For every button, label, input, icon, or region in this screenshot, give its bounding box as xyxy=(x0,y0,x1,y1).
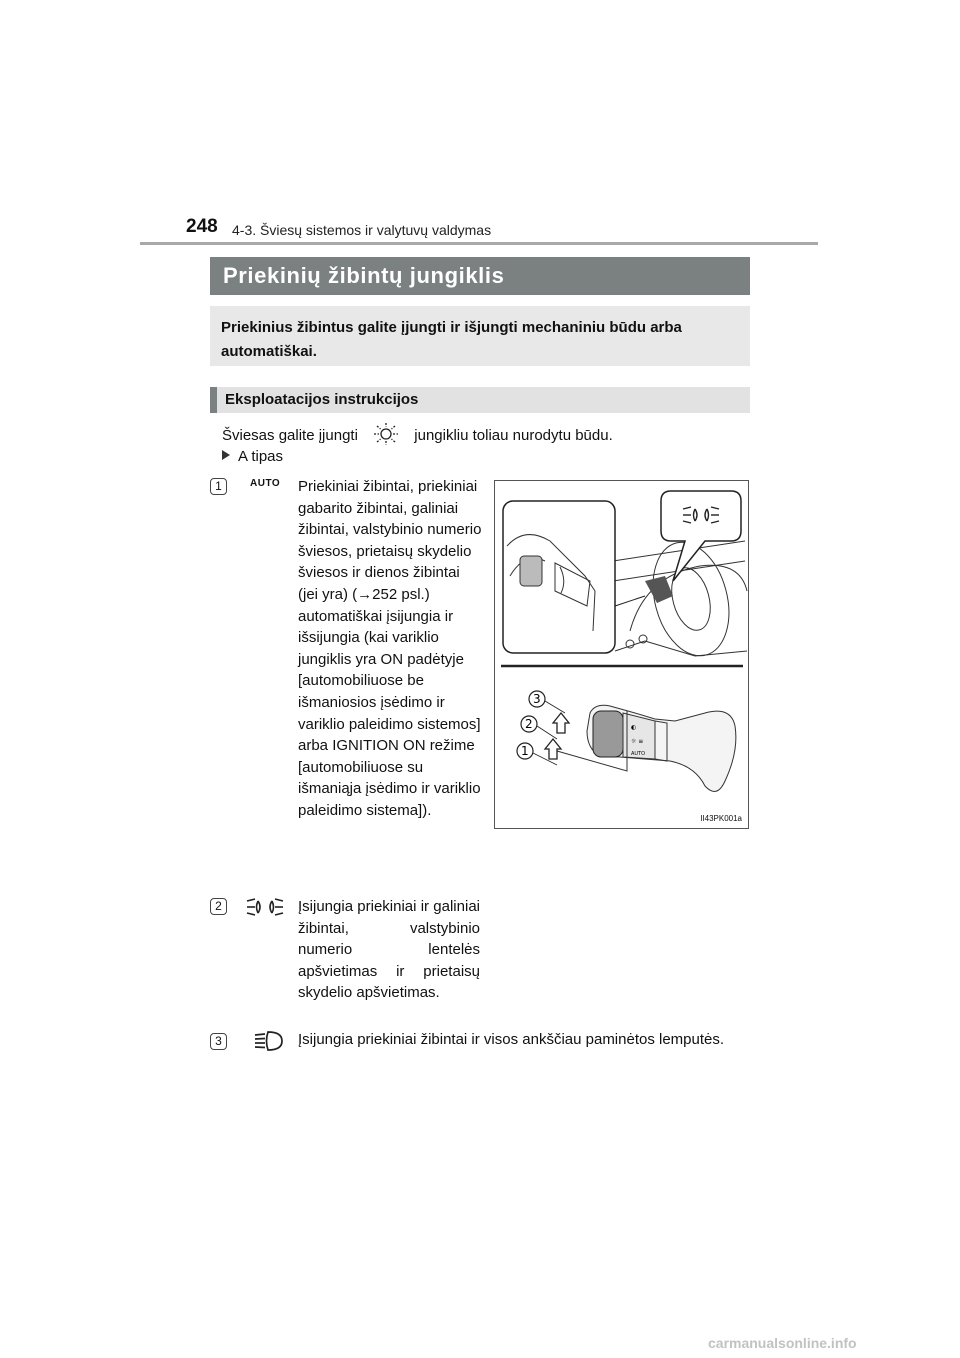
item-2-text: Įsijungia priekiniai ir galiniai žibintai, valstybinio numerio lentelės apšvietimas ir prietaisų skydelio apšvietimas. xyxy=(298,898,480,1002)
parking-lights-icon xyxy=(246,897,284,922)
type-label: A tipas xyxy=(238,448,284,465)
item-number-3: 3 xyxy=(210,1033,227,1050)
intro-text: Priekinius žibintus galite įjungti ir išjungti mechaniniu būdu arba automatiškai. xyxy=(221,319,682,360)
section-title: Eksploatacijos instrukcijos xyxy=(225,391,419,408)
type-heading xyxy=(222,448,283,465)
arrow-3-icon xyxy=(553,713,569,733)
callout-1-label: 1 xyxy=(521,744,529,758)
lead-before: Šviesas galite įjungti xyxy=(222,426,358,444)
item-number-2: 2 xyxy=(210,898,227,915)
intro-box xyxy=(210,306,750,366)
light-switch-sun-icon xyxy=(362,422,410,450)
header-rule xyxy=(140,242,818,245)
stalk-mark-2: ☼ ≡ xyxy=(631,738,644,745)
running-header: 4-3. Šviesų sistemos ir valytuvų valdymas xyxy=(232,222,492,238)
page-title: Priekinių žibintų jungiklis xyxy=(223,263,505,288)
stalk-mark-auto: AUTO xyxy=(631,751,646,757)
callout-2-label: 2 xyxy=(525,717,533,731)
lead-sentence xyxy=(222,422,613,450)
headlight-switch-figure xyxy=(494,480,749,829)
page-number: 248 xyxy=(186,216,218,237)
arrow-2-icon xyxy=(545,739,561,759)
item-number-1: 1 xyxy=(210,478,227,495)
triangle-bullet-icon xyxy=(222,450,230,460)
callout-3-label: 3 xyxy=(533,692,541,706)
item-1-text: Priekiniai žibintai, priekiniai gabarito žibintai, galiniai žibintai, valstybinio numerio šviesos, prietaisų skydelio šviesos ir dienos žibintai (jei yra) (→252 psl.) automatiškai įsijungia ir išsijungia (kai variklio jungiklis yra ON padėtyje [automobiliuose be išmaniosios įsėdimo ir variklio paleidimo sistemos] arba IGNITION ON režime [automobiliuose su išmaniąja įsėdimo ir variklio paleidimo sistema]). xyxy=(298,478,482,819)
stalk-highlight xyxy=(645,576,673,603)
title-bar xyxy=(210,257,750,295)
figure-code: II43PK001a xyxy=(700,814,742,823)
stalk-mark-1: ◐ xyxy=(631,724,637,731)
lead-after: jungikliu toliau nurodytu būdu. xyxy=(414,426,613,444)
section-bar xyxy=(210,387,750,413)
item-3-text: Įsijungia priekiniai žibintai ir visos ankščiau paminėtos lemputės. xyxy=(298,1031,725,1048)
headlight-icon xyxy=(254,1030,284,1057)
figure-illustration xyxy=(495,481,748,828)
auto-icon: AUTO xyxy=(250,478,281,489)
watermark: carmanualsonline.info xyxy=(708,1335,857,1351)
